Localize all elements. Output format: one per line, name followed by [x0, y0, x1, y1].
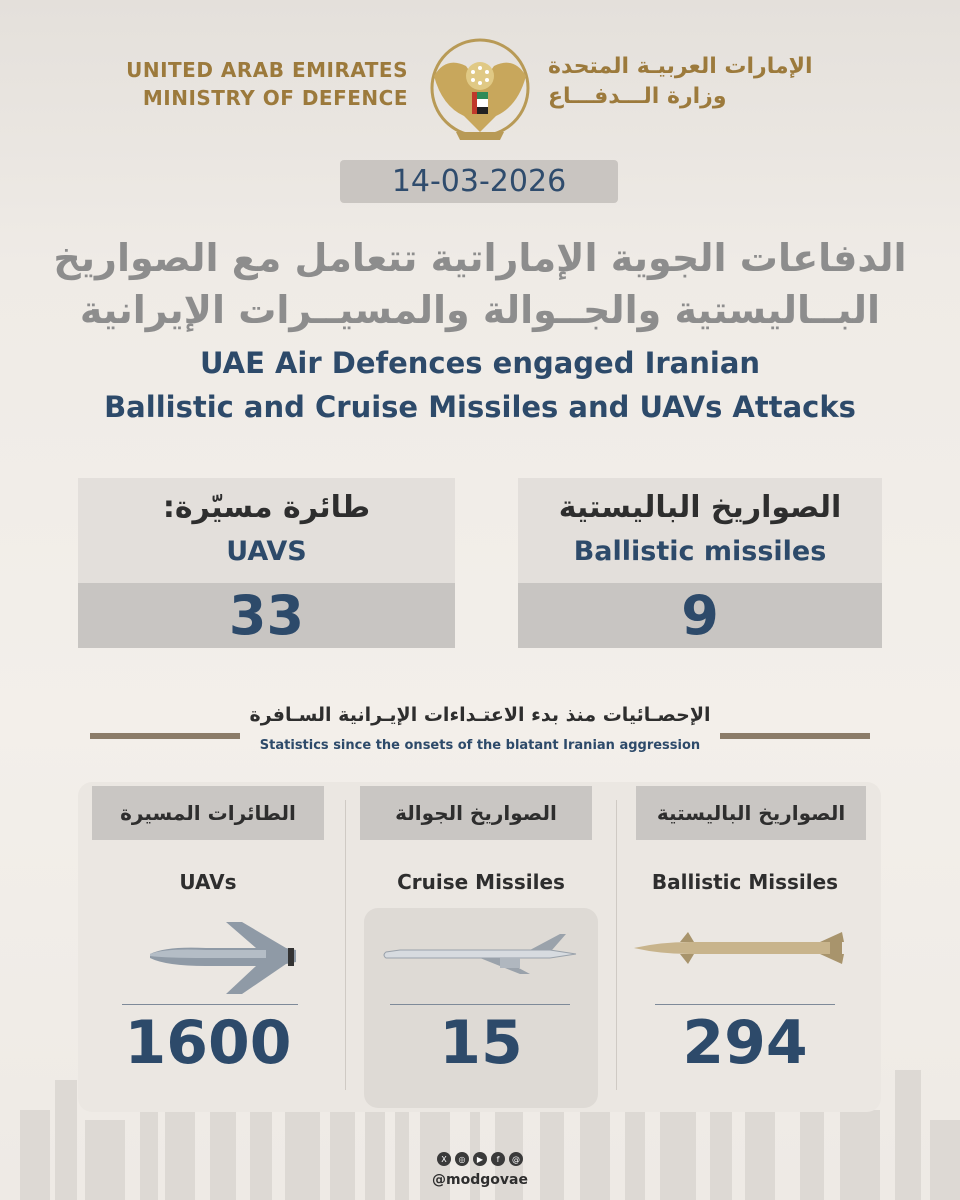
org-name-en-line2: MINISTRY OF DEFENCE	[142, 86, 408, 110]
uavs-total: 1600	[124, 1008, 292, 1078]
date-badge: 14-03-2026	[340, 160, 618, 203]
social-handle[interactable]: @modgovae	[432, 1172, 528, 1188]
column-divider	[616, 800, 617, 1090]
title-ar-line1: الدفاعات الجوية الإماراتية تتعامل مع الصواريخ	[53, 236, 907, 280]
uavs-label-en: UAVs	[179, 870, 237, 894]
ballistic-label-ar: الصواريخ الباليستية	[636, 786, 866, 840]
org-name-en-line1: UNITED ARAB EMIRATES	[126, 58, 408, 82]
card-uavs	[78, 478, 455, 648]
card-ballistic-value: 9	[518, 583, 882, 648]
cruise-total: 15	[439, 1008, 523, 1078]
cruise-missile-icon	[380, 930, 580, 980]
stats-heading-en: Statistics since the onsets of the blatant Iranian aggression	[259, 738, 701, 753]
facebook-icon[interactable]: f	[491, 1152, 505, 1166]
org-name-ar-line1: الإمارات العربيـة المتحدة	[548, 54, 813, 79]
card-ballistic-label-en: Ballistic missiles	[573, 536, 827, 567]
uavs-rule	[122, 1004, 298, 1005]
youtube-icon[interactable]: ▶	[473, 1152, 487, 1166]
card-ballistic	[518, 478, 882, 648]
card-uavs-label-en: UAVS	[226, 536, 307, 567]
ballistic-rule	[655, 1004, 835, 1005]
column-divider	[345, 800, 346, 1090]
uae-falcon-emblem	[426, 36, 534, 148]
title-en-line1: UAE Air Defences engaged Iranian	[199, 346, 761, 380]
org-name-ar-line2: وزارة الـــدفـــاع	[548, 84, 727, 109]
social-links	[430, 1152, 530, 1166]
cruise-label-ar: الصواريخ الجوالة	[360, 786, 592, 840]
uav-drone-icon	[146, 918, 306, 998]
title-ar-line2: البــاليستية والجــوالة والمسيــرات الإيرانية	[79, 288, 881, 332]
title-en-line2: Ballistic and Cruise Missiles and UAVs Attacks	[104, 390, 856, 424]
ballistic-total: 294	[682, 1008, 808, 1078]
threads-icon[interactable]: @	[509, 1152, 523, 1166]
stats-heading-ar: الإحصـائيات منذ بدء الاعتـداءات الإيـرانية السـافرة	[249, 704, 711, 726]
instagram-icon[interactable]: ◎	[455, 1152, 469, 1166]
x-icon[interactable]: X	[437, 1152, 451, 1166]
ballistic-label-en: Ballistic Missiles	[651, 870, 839, 894]
card-ballistic-label-ar: الصواريخ الباليستية	[558, 490, 842, 525]
uavs-label-ar: الطائرات المسيرة	[92, 786, 324, 840]
cruise-rule	[390, 1004, 570, 1005]
ballistic-missile-icon	[630, 928, 850, 968]
card-uavs-value: 33	[78, 583, 455, 648]
cruise-label-en: Cruise Missiles	[397, 870, 565, 894]
card-uavs-label-ar: طائرة مسيّرة:	[162, 490, 371, 525]
